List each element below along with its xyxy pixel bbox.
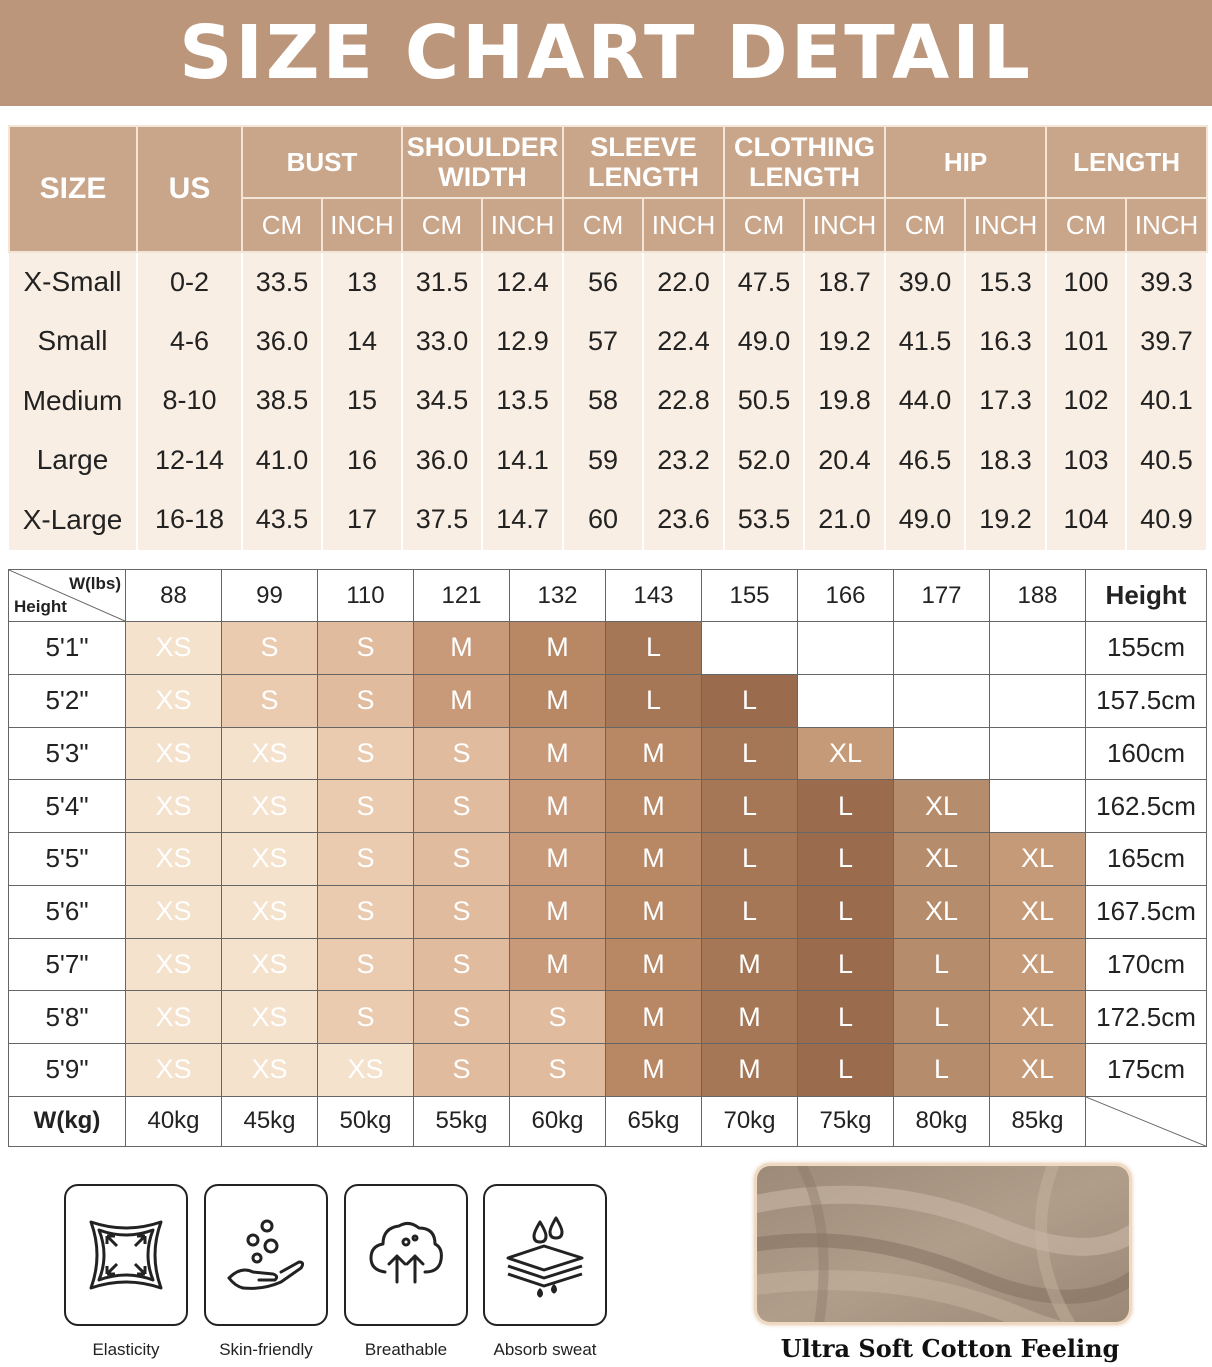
measurement-cell: 33.0: [402, 312, 482, 372]
measurement-cell: 58: [563, 371, 643, 431]
size-recommendation-cell: S: [414, 727, 510, 780]
breathable-icon: [363, 1212, 449, 1298]
measurement-cell: 18.7: [804, 252, 885, 312]
height-cm-cell: 172.5cm: [1086, 991, 1207, 1044]
size-recommendation-cell: XS: [222, 938, 318, 991]
size-recommendation-cell: L: [798, 1044, 894, 1097]
size-recommendation-cell: S: [414, 833, 510, 886]
size-row: [9, 252, 1207, 312]
measurement-cell: 22.8: [643, 371, 724, 431]
height-weight-grid: [8, 569, 1207, 1147]
measurement-cell: 44.0: [885, 371, 965, 431]
size-recommendation-cell: S: [414, 1044, 510, 1097]
fabric-caption: Ultra Soft Cotton Feeling: [780, 1334, 1120, 1363]
size-row: [9, 490, 1207, 550]
measurement-cell: 36.0: [402, 431, 482, 491]
empty-cell: [990, 727, 1086, 780]
measurement-cell: 104: [1046, 490, 1126, 550]
unit-header-cm: CM: [563, 198, 643, 252]
skin-friendly-icon: [223, 1212, 309, 1298]
size-recommendation-cell: M: [606, 833, 702, 886]
size-recommendation-cell: M: [702, 1044, 798, 1097]
height-row: [9, 991, 1207, 1044]
size-recommendation-cell: M: [702, 938, 798, 991]
empty-cell: [702, 622, 798, 675]
height-cm-cell: 162.5cm: [1086, 780, 1207, 833]
fabric-texture: [757, 1166, 1132, 1325]
size-recommendation-cell: XS: [126, 938, 222, 991]
unit-header-cm: CM: [885, 198, 965, 252]
measurement-cell: 49.0: [885, 490, 965, 550]
measurement-cell: 36.0: [242, 312, 322, 372]
empty-cell: [894, 622, 990, 675]
weight-lbs-cell: 121: [414, 570, 510, 622]
measurement-cell: 13: [322, 252, 402, 312]
measurement-cell: 19.2: [804, 312, 885, 372]
size-recommendation-cell: M: [606, 938, 702, 991]
size-recommendation-cell: XS: [222, 833, 318, 886]
height-ft-cell: 5'7": [9, 938, 126, 991]
size-recommendation-cell: M: [702, 991, 798, 1044]
elasticity-icon-box: [64, 1184, 188, 1326]
size-recommendation-cell: XL: [990, 885, 1086, 938]
skin-friendly-icon-box: [204, 1184, 328, 1326]
unit-header-inch: INCH: [804, 198, 885, 252]
feature-skin-friendly: [204, 1184, 328, 1359]
height-ft-cell: 5'4": [9, 780, 126, 833]
size-recommendation-cell: M: [510, 833, 606, 886]
height-cm-header: Height: [1086, 570, 1207, 622]
size-recommendation-cell: S: [414, 938, 510, 991]
us-header: US: [137, 126, 242, 252]
size-recommendation-cell: XS: [126, 885, 222, 938]
size-recommendation-cell: M: [606, 727, 702, 780]
size-recommendation-cell: M: [510, 885, 606, 938]
us-size-cell: 8-10: [137, 371, 242, 431]
measurement-cell: 33.5: [242, 252, 322, 312]
size-name-cell: Small: [9, 312, 137, 372]
weight-lbs-cell: 188: [990, 570, 1086, 622]
size-recommendation-cell: S: [318, 674, 414, 727]
size-recommendation-cell: L: [798, 833, 894, 886]
size-recommendation-cell: L: [606, 622, 702, 675]
size-measurement-table: [8, 125, 1208, 550]
weight-lbs-cell: 110: [318, 570, 414, 622]
fabric-swatch-image: [754, 1163, 1132, 1325]
size-recommendation-cell: L: [798, 991, 894, 1044]
height-ft-cell: 5'6": [9, 885, 126, 938]
measurement-cell: 16: [322, 431, 402, 491]
empty-cell: [990, 622, 1086, 675]
size-recommendation-cell: XS: [222, 727, 318, 780]
size-recommendation-cell: L: [894, 938, 990, 991]
measurement-cell: 40.5: [1126, 431, 1207, 491]
size-name-cell: Large: [9, 431, 137, 491]
height-row: [9, 885, 1207, 938]
size-recommendation-cell: M: [414, 674, 510, 727]
absorb-sweat-icon: [500, 1212, 590, 1298]
size-recommendation-cell: XL: [990, 938, 1086, 991]
measurement-cell: 14: [322, 312, 402, 372]
unit-header-inch: INCH: [643, 198, 724, 252]
size-header: SIZE: [9, 126, 137, 252]
measurement-cell: 56: [563, 252, 643, 312]
feature-label: Breathable: [364, 1340, 448, 1359]
us-size-cell: 0-2: [137, 252, 242, 312]
grid-end-corner-cell: [1086, 1096, 1207, 1146]
height-row: [9, 833, 1207, 886]
empty-cell: [798, 622, 894, 675]
measurement-cell: 103: [1046, 431, 1126, 491]
size-recommendation-cell: M: [510, 727, 606, 780]
weight-lbs-cell: 132: [510, 570, 606, 622]
measurement-cell: 12.9: [482, 312, 563, 372]
size-recommendation-cell: XS: [126, 727, 222, 780]
measurement-cell: 13.5: [482, 371, 563, 431]
weight-kg-cell: 40kg: [126, 1096, 222, 1146]
empty-cell: [990, 780, 1086, 833]
size-recommendation-cell: L: [702, 674, 798, 727]
size-recommendation-cell: L: [702, 885, 798, 938]
feature-absorb-sweat: [483, 1184, 607, 1359]
weight-lbs-cell: 155: [702, 570, 798, 622]
absorb-sweat-icon-box: [483, 1184, 607, 1326]
size-recommendation-cell: XS: [126, 674, 222, 727]
size-recommendation-cell: XS: [222, 991, 318, 1044]
size-row: [9, 371, 1207, 431]
unit-header-cm: CM: [1046, 198, 1126, 252]
size-recommendation-cell: L: [894, 1044, 990, 1097]
size-recommendation-cell: XS: [126, 1044, 222, 1097]
height-cm-cell: 175cm: [1086, 1044, 1207, 1097]
measurement-cell: 22.4: [643, 312, 724, 372]
size-recommendation-cell: XS: [222, 885, 318, 938]
measurement-cell: 17: [322, 490, 402, 550]
size-recommendation-cell: XS: [126, 833, 222, 886]
size-recommendation-cell: S: [318, 727, 414, 780]
size-recommendation-cell: S: [510, 1044, 606, 1097]
unit-header-cm: CM: [402, 198, 482, 252]
measurement-cell: 50.5: [724, 371, 804, 431]
height-cm-cell: 165cm: [1086, 833, 1207, 886]
size-recommendation-cell: M: [510, 938, 606, 991]
measurement-cell: 53.5: [724, 490, 804, 550]
size-recommendation-cell: L: [798, 938, 894, 991]
size-recommendation-cell: L: [894, 991, 990, 1044]
feature-label: Elasticity: [92, 1340, 160, 1359]
size-name-cell: Medium: [9, 371, 137, 431]
size-recommendation-cell: XS: [318, 1044, 414, 1097]
size-recommendation-cell: M: [606, 780, 702, 833]
size-recommendation-cell: S: [510, 991, 606, 1044]
measurement-cell: 19.2: [965, 490, 1046, 550]
measurement-cell: 22.0: [643, 252, 724, 312]
size-name-cell: X-Small: [9, 252, 137, 312]
measurement-cell: 43.5: [242, 490, 322, 550]
height-row: [9, 938, 1207, 991]
unit-header-inch: INCH: [482, 198, 563, 252]
size-recommendation-cell: XL: [798, 727, 894, 780]
size-recommendation-cell: S: [414, 885, 510, 938]
measurement-cell: 40.9: [1126, 490, 1207, 550]
measurement-cell: 59: [563, 431, 643, 491]
measurement-cell: 60: [563, 490, 643, 550]
size-recommendation-cell: M: [606, 1044, 702, 1097]
measurement-cell: 21.0: [804, 490, 885, 550]
measurement-cell: 47.5: [724, 252, 804, 312]
shoulder-width-header: SHOULDER WIDTH: [402, 126, 563, 198]
size-recommendation-cell: XL: [990, 991, 1086, 1044]
measurement-cell: 19.8: [804, 371, 885, 431]
feature-elasticity: [64, 1184, 188, 1359]
size-recommendation-cell: L: [798, 885, 894, 938]
weight-lbs-cell: 177: [894, 570, 990, 622]
size-recommendation-cell: M: [510, 780, 606, 833]
size-recommendation-cell: L: [702, 833, 798, 886]
size-recommendation-cell: S: [414, 780, 510, 833]
size-recommendation-cell: S: [318, 622, 414, 675]
measurement-cell: 31.5: [402, 252, 482, 312]
size-row: [9, 312, 1207, 372]
weight-lbs-cell: 88: [126, 570, 222, 622]
height-row: [9, 1044, 1207, 1097]
size-recommendation-cell: XS: [126, 622, 222, 675]
size-recommendation-cell: S: [318, 991, 414, 1044]
measurement-cell: 18.3: [965, 431, 1046, 491]
height-ft-cell: 5'8": [9, 991, 126, 1044]
size-recommendation-cell: XL: [990, 833, 1086, 886]
feature-label: Skin-friendly: [219, 1340, 313, 1359]
measurement-cell: 17.3: [965, 371, 1046, 431]
measurement-cell: 38.5: [242, 371, 322, 431]
measurement-cell: 39.3: [1126, 252, 1207, 312]
height-cm-cell: 167.5cm: [1086, 885, 1207, 938]
height-row: [9, 727, 1207, 780]
sleeve-length-header: SLEEVE LENGTH: [563, 126, 724, 198]
size-recommendation-cell: XL: [894, 833, 990, 886]
weight-kg-cell: 70kg: [702, 1096, 798, 1146]
end-corner-diagonal: [1086, 1097, 1206, 1146]
size-recommendation-cell: S: [222, 622, 318, 675]
measurement-cell: 14.7: [482, 490, 563, 550]
size-recommendation-cell: S: [318, 780, 414, 833]
measurement-cell: 23.6: [643, 490, 724, 550]
us-size-cell: 16-18: [137, 490, 242, 550]
height-row: [9, 622, 1207, 675]
height-ft-cell: 5'3": [9, 727, 126, 780]
weight-kg-cell: 55kg: [414, 1096, 510, 1146]
height-row: [9, 674, 1207, 727]
unit-header-cm: CM: [242, 198, 322, 252]
empty-cell: [894, 727, 990, 780]
measurement-cell: 101: [1046, 312, 1126, 372]
height-row: [9, 780, 1207, 833]
size-recommendation-cell: M: [414, 622, 510, 675]
grid-corner-cell: [9, 570, 126, 622]
weight-kg-cell: 50kg: [318, 1096, 414, 1146]
size-recommendation-cell: M: [510, 674, 606, 727]
size-recommendation-cell: S: [318, 833, 414, 886]
measurement-cell: 15.3: [965, 252, 1046, 312]
us-size-cell: 12-14: [137, 431, 242, 491]
measurement-cell: 37.5: [402, 490, 482, 550]
size-recommendation-cell: XS: [126, 991, 222, 1044]
height-ft-cell: 5'2": [9, 674, 126, 727]
size-recommendation-cell: L: [606, 674, 702, 727]
measurement-cell: 16.3: [965, 312, 1046, 372]
weight-kg-cell: 80kg: [894, 1096, 990, 1146]
size-recommendation-cell: S: [318, 938, 414, 991]
weight-kg-label: W(kg): [9, 1096, 126, 1146]
measurement-cell: 41.0: [242, 431, 322, 491]
size-recommendation-cell: XS: [222, 780, 318, 833]
height-cm-cell: 160cm: [1086, 727, 1207, 780]
weight-lbs-label: W(lbs): [69, 574, 121, 593]
measurement-cell: 41.5: [885, 312, 965, 372]
length-header: LENGTH: [1046, 126, 1207, 198]
measurement-cell: 23.2: [643, 431, 724, 491]
measurement-cell: 52.0: [724, 431, 804, 491]
size-recommendation-cell: M: [510, 622, 606, 675]
size-recommendation-cell: S: [222, 674, 318, 727]
size-recommendation-cell: M: [606, 885, 702, 938]
weight-kg-cell: 65kg: [606, 1096, 702, 1146]
measurement-cell: 39.7: [1126, 312, 1207, 372]
size-recommendation-cell: XL: [894, 885, 990, 938]
measurement-cell: 20.4: [804, 431, 885, 491]
measurement-cell: 46.5: [885, 431, 965, 491]
unit-header-cm: CM: [724, 198, 804, 252]
unit-header-inch: INCH: [1126, 198, 1207, 252]
measurement-cell: 49.0: [724, 312, 804, 372]
measurement-cell: 40.1: [1126, 371, 1207, 431]
size-recommendation-cell: XL: [894, 780, 990, 833]
measurement-cell: 34.5: [402, 371, 482, 431]
page-title: SIZE CHART DETAIL: [179, 10, 1033, 96]
bust-header: BUST: [242, 126, 402, 198]
height-ft-cell: 5'1": [9, 622, 126, 675]
size-recommendation-cell: S: [414, 991, 510, 1044]
weight-kg-cell: 75kg: [798, 1096, 894, 1146]
weight-kg-row: [9, 1096, 1207, 1146]
size-row: [9, 431, 1207, 491]
weight-kg-cell: 60kg: [510, 1096, 606, 1146]
height-cm-cell: 170cm: [1086, 938, 1207, 991]
weight-lbs-cell: 99: [222, 570, 318, 622]
measurement-cell: 102: [1046, 371, 1126, 431]
measurement-cell: 14.1: [482, 431, 563, 491]
empty-cell: [798, 674, 894, 727]
height-cm-cell: 157.5cm: [1086, 674, 1207, 727]
size-name-cell: X-Large: [9, 490, 137, 550]
weight-lbs-cell: 143: [606, 570, 702, 622]
weight-kg-cell: 45kg: [222, 1096, 318, 1146]
height-ft-cell: 5'9": [9, 1044, 126, 1097]
weight-kg-cell: 85kg: [990, 1096, 1086, 1146]
elasticity-icon: [83, 1212, 169, 1298]
height-corner-label: Height: [14, 597, 67, 617]
hip-header: HIP: [885, 126, 1046, 198]
measurement-cell: 100: [1046, 252, 1126, 312]
clothing-length-header: CLOTHING LENGTH: [724, 126, 885, 198]
size-recommendation-cell: L: [702, 780, 798, 833]
measurement-cell: 12.4: [482, 252, 563, 312]
size-recommendation-cell: XS: [222, 1044, 318, 1097]
us-size-cell: 4-6: [137, 312, 242, 372]
size-recommendation-cell: XL: [990, 1044, 1086, 1097]
size-recommendation-cell: M: [606, 991, 702, 1044]
breathable-icon-box: [344, 1184, 468, 1326]
size-recommendation-cell: L: [798, 780, 894, 833]
measurement-cell: 57: [563, 312, 643, 372]
measurement-cell: 15: [322, 371, 402, 431]
size-recommendation-cell: L: [702, 727, 798, 780]
size-recommendation-cell: S: [318, 885, 414, 938]
unit-header-inch: INCH: [965, 198, 1046, 252]
unit-header-inch: INCH: [322, 198, 402, 252]
feature-label: Absorb sweat: [493, 1340, 597, 1359]
size-recommendation-cell: XS: [126, 780, 222, 833]
title-banner: [0, 0, 1212, 106]
empty-cell: [894, 674, 990, 727]
measurement-cell: 39.0: [885, 252, 965, 312]
feature-breathable: [344, 1184, 468, 1359]
empty-cell: [990, 674, 1086, 727]
weight-lbs-cell: 166: [798, 570, 894, 622]
height-cm-cell: 155cm: [1086, 622, 1207, 675]
height-ft-cell: 5'5": [9, 833, 126, 886]
